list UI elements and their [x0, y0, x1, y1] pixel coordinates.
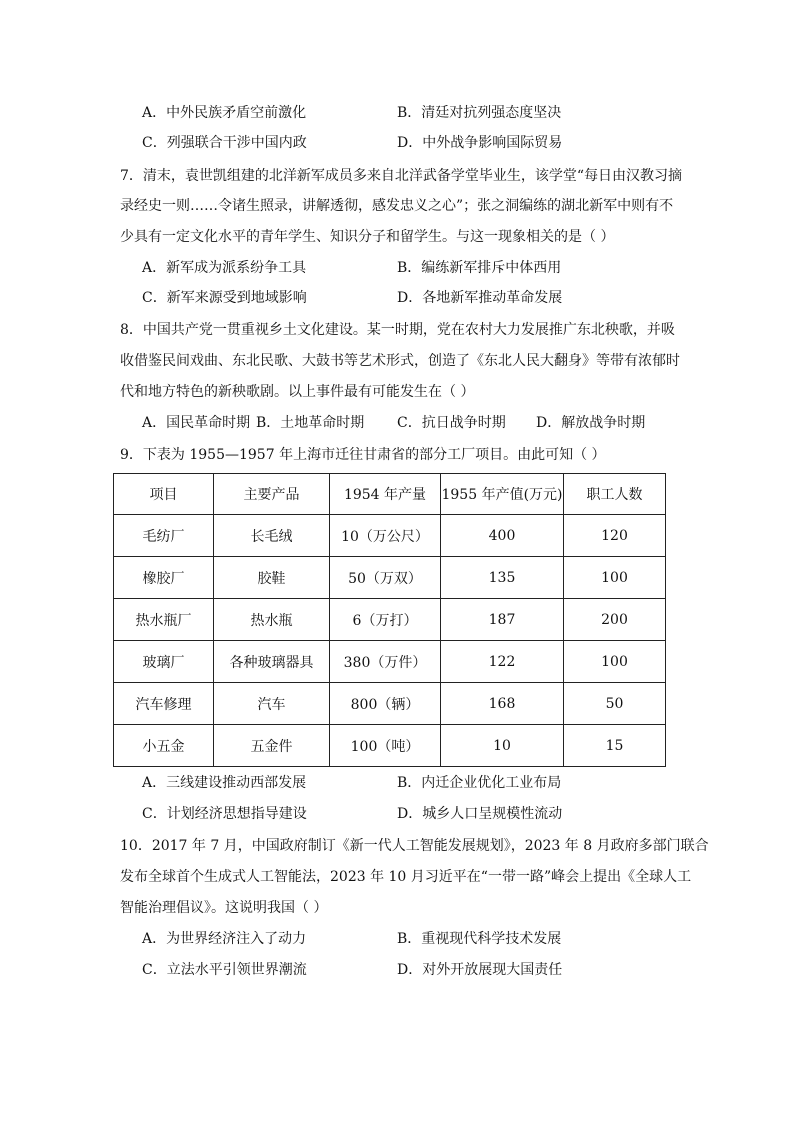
- q10-option-a: A．为世界经济注入了动力: [142, 931, 307, 947]
- q9-option-c: C．计划经济思想指导建设: [142, 806, 307, 822]
- table-cell: 100: [564, 557, 666, 599]
- q8-stem-line-2: 收借鉴民间戏曲、东北民歌、大鼓书等艺术形式，创造了《东北人民大翻身》等带有浓郁时: [120, 353, 680, 369]
- table-cell: 汽车: [214, 683, 330, 725]
- q10-option-b: B．重视现代科学技术发展: [397, 931, 562, 947]
- table-header-cell: 主要产品: [214, 474, 330, 515]
- table-cell: 15: [564, 725, 666, 767]
- q7-option-d: D．各地新军推动革命发展: [397, 290, 563, 306]
- q7-stem-line-2: 录经史一则……令诸生照录，讲解透彻，感发忠义之心”；张之洞编练的湖北新军中则有不: [120, 198, 674, 214]
- table-header-cell: 1954 年产量: [330, 474, 441, 515]
- q8-stem-line-1: 8．中国共产党一贯重视乡土文化建设。某一时期，党在农村大力发展推广东北秧歌，并吸: [120, 322, 675, 338]
- table-cell: 热水瓶厂: [114, 599, 214, 641]
- q7-option-b: B．编练新军排斥中体西用: [397, 260, 562, 276]
- table-cell: 五金件: [214, 725, 330, 767]
- table-cell: 胶鞋: [214, 557, 330, 599]
- table-cell: 10（万公尺）: [330, 515, 441, 557]
- q7-option-c: C．新军来源受到地域影响: [142, 290, 307, 306]
- q7-stem-line-1: 7．清末，袁世凯组建的北洋新军成员多来自北洋武备学堂毕业生，该学堂“每日由汉教习摘: [120, 168, 683, 184]
- q7-stem-line-3: 少具有一定文化水平的青年学生、知识分子和留学生。与这一现象相关的是（ ）: [120, 229, 615, 245]
- table-row: [114, 725, 666, 767]
- table-cell: 50（万双）: [330, 557, 441, 599]
- q10-stem-line-1: 10．2017 年 7 月，中国政府制订《新一代人工智能发展规划》，2023 年 8 月政府多部门联合: [120, 838, 709, 854]
- table-header-cell: 项目: [114, 474, 214, 515]
- q8-option-a: A．国民革命时期: [142, 415, 251, 431]
- table-cell: 热水瓶: [214, 599, 330, 641]
- table-header-cell: 1955 年产值(万元): [441, 474, 564, 515]
- q8-option-d: D．解放战争时期: [536, 415, 646, 431]
- q9-option-d: D．城乡人口呈规模性流动: [397, 806, 563, 822]
- table-cell: 800（辆）: [330, 683, 441, 725]
- table-row: [114, 683, 666, 725]
- q6-option-d: D．中外战争影响国际贸易: [397, 135, 563, 151]
- q10-stem-line-3: 智能治理倡议》。这说明我国（ ）: [120, 900, 328, 916]
- table-row: [114, 557, 666, 599]
- table-cell: 187: [441, 599, 564, 641]
- q6-option-a: A．中外民族矛盾空前激化: [142, 105, 307, 121]
- table-cell: 122: [441, 641, 564, 683]
- table-cell: 200: [564, 599, 666, 641]
- q10-option-c: C．立法水平引领世界潮流: [142, 962, 307, 978]
- table-cell: 100: [564, 641, 666, 683]
- q8-option-c: C．抗日战争时期: [397, 415, 506, 431]
- q10-stem-line-2: 发布全球首个生成式人工智能法，2023 年 10 月习近平在“一带一路”峰会上提出《全球人工: [120, 869, 692, 885]
- q9-stem: 9．下表为 1955—1957 年上海市迁往甘肃省的部分工厂项目。由此可知（ ）: [120, 447, 606, 463]
- table-cell: 168: [441, 683, 564, 725]
- table-cell: 400: [441, 515, 564, 557]
- factory-table: [113, 473, 666, 767]
- table-cell: 10: [441, 725, 564, 767]
- table-cell: 100（吨）: [330, 725, 441, 767]
- q9-option-b: B．内迁企业优化工业布局: [397, 775, 562, 791]
- q6-option-c: C．列强联合干涉中国内政: [142, 135, 307, 151]
- table-cell: 120: [564, 515, 666, 557]
- q7-option-a: A．新军成为派系纷争工具: [142, 260, 307, 276]
- table-cell: 玻璃厂: [114, 641, 214, 683]
- table-row: [114, 641, 666, 683]
- q6-option-b: B．清廷对抗列强态度坚决: [397, 105, 562, 121]
- table-cell: 50: [564, 683, 666, 725]
- table-cell: 6（万打）: [330, 599, 441, 641]
- table-header-row: [114, 474, 666, 515]
- table-row: [114, 599, 666, 641]
- table-cell: 长毛绒: [214, 515, 330, 557]
- q9-option-a: A．三线建设推动西部发展: [142, 775, 307, 791]
- table-cell: 380（万件）: [330, 641, 441, 683]
- table-cell: 各种玻璃器具: [214, 641, 330, 683]
- table-row: [114, 515, 666, 557]
- table-header-cell: 职工人数: [564, 474, 666, 515]
- table-cell: 汽车修理: [114, 683, 214, 725]
- table-cell: 毛纺厂: [114, 515, 214, 557]
- table-cell: 小五金: [114, 725, 214, 767]
- q10-option-d: D．对外开放展现大国责任: [397, 962, 563, 978]
- q8-option-b: B．土地革命时期: [256, 415, 365, 431]
- table-cell: 橡胶厂: [114, 557, 214, 599]
- q8-stem-line-3: 代和地方特色的新秧歌剧。以上事件最有可能发生在（ ）: [120, 384, 475, 400]
- table-cell: 135: [441, 557, 564, 599]
